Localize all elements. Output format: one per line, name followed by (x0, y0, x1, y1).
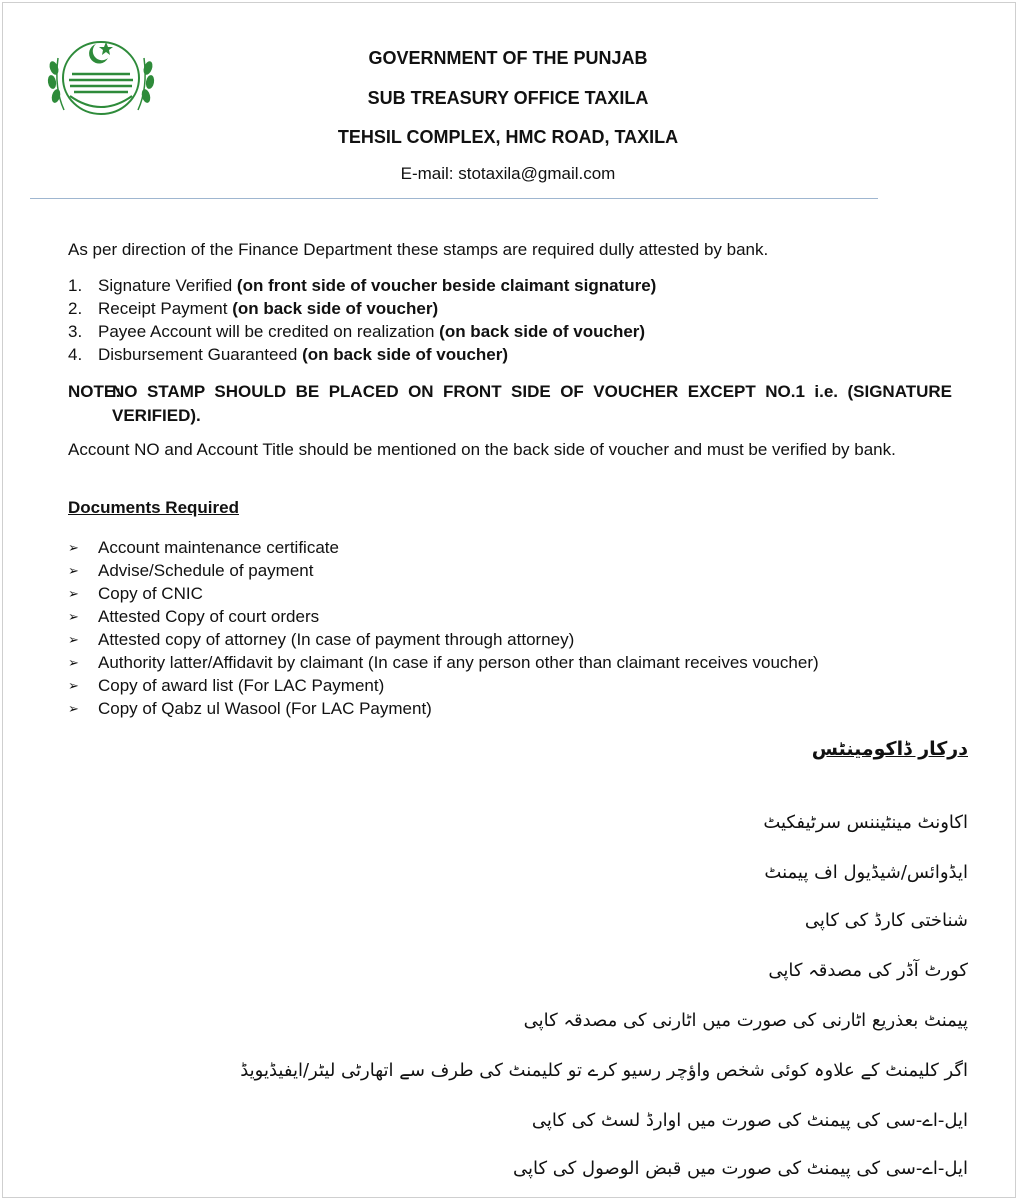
stamp-number: 2. (68, 299, 83, 318)
document-text: Advise/Schedule of payment (98, 561, 314, 580)
urdu-heading: درکار ڈاکومینٹس (811, 738, 968, 760)
urdu-item: شناختی کارڈ کی کاپی (804, 910, 968, 931)
urdu-item: اگر کلیمنٹ کے علاوہ کوئی شخص واؤچر رسیو کرے تو کلیمنٹ کی طرف سے اتھارٹی لیٹر/ایفیڈیویڈ (240, 1060, 968, 1081)
arrow-bullet-icon: ➢ (68, 678, 79, 693)
stamp-number: 1. (68, 276, 83, 295)
arrow-bullet-icon: ➢ (68, 609, 79, 624)
document-item (68, 582, 819, 605)
stamp-item (68, 274, 952, 297)
stamp-number: 3. (68, 322, 83, 341)
document-text: Copy of CNIC (98, 584, 203, 603)
documents-list (68, 536, 819, 720)
urdu-item: پیمنٹ بعذریع اٹارنی کی صورت میں اٹارنی کی مصدقہ کاپی (523, 1010, 968, 1031)
urdu-item: ایڈوائس/شیڈیول اف پیمنٹ (764, 862, 968, 883)
stamp-location: (on back side of voucher) (439, 322, 646, 341)
stamp-text: Disbursement Guaranteed (98, 345, 303, 364)
document-item (68, 697, 819, 720)
document-item (68, 628, 819, 651)
account-paragraph: Account NO and Account Title should be mentioned on the back side of voucher and must be verified by bank. (68, 440, 896, 459)
arrow-bullet-icon: ➢ (68, 632, 79, 647)
header-divider (30, 198, 878, 199)
urdu-item: ایل-اے-سی کی پیمنٹ کی صورت میں اوارڈ لسٹ کی کاپی (531, 1110, 968, 1131)
stamp-item (68, 343, 952, 366)
documents-heading: Documents Required (68, 498, 239, 517)
arrow-bullet-icon: ➢ (68, 563, 79, 578)
stamp-text: Signature Verified (98, 276, 237, 295)
document-text: Account maintenance certificate (98, 538, 339, 557)
arrow-bullet-icon: ➢ (68, 540, 79, 555)
urdu-item: کورٹ آڈر کی مصدقہ کاپی (768, 960, 968, 981)
document-text: Attested copy of attorney (In case of payment through attorney) (98, 630, 575, 649)
document-text: Copy of award list (For LAC Payment) (98, 676, 385, 695)
document-item (68, 674, 819, 697)
note-block (68, 380, 952, 428)
stamp-location: (on back side of voucher) (232, 299, 439, 318)
document-text: Copy of Qabz ul Wasool (For LAC Payment) (98, 699, 432, 718)
note-label: NOTE: (68, 382, 121, 401)
document-text: Attested Copy of court orders (98, 607, 320, 626)
document-item (68, 605, 819, 628)
stamp-list (68, 274, 952, 366)
header-address: TEHSIL COMPLEX, HMC ROAD, TAXILA (337, 127, 679, 147)
stamp-number: 4. (68, 345, 83, 364)
intro-paragraph: As per direction of the Finance Department these stamps are required dully attested by bank. (68, 240, 769, 259)
urdu-item: اکاونٹ مینٹیننس سرٹیفکیٹ (763, 812, 968, 833)
header-email: E-mail: stotaxila@gmail.com (400, 164, 616, 183)
stamp-item (68, 297, 952, 320)
arrow-bullet-icon: ➢ (68, 701, 79, 716)
stamp-item (68, 320, 952, 343)
document-item (68, 651, 819, 674)
document-item (68, 536, 819, 559)
document-text: Authority latter/Affidavit by claimant (In case if any person other than claimant receives voucher) (98, 653, 819, 672)
stamp-location: (on back side of voucher) (302, 345, 509, 364)
document-item (68, 559, 819, 582)
stamp-location: (on front side of voucher beside claimant signature) (236, 276, 657, 295)
stamp-text: Payee Account will be credited on realization (98, 322, 440, 341)
arrow-bullet-icon: ➢ (68, 586, 79, 601)
note-text: NO STAMP SHOULD BE PLACED ON FRONT SIDE OF VOUCHER EXCEPT NO.1 i.e. (SIGNATURE VERIFIED). (112, 382, 952, 425)
arrow-bullet-icon: ➢ (68, 655, 79, 670)
urdu-item: ایل-اے-سی کی پیمنٹ کی صورت میں قبض الوصول کی کاپی (512, 1158, 968, 1179)
stamp-text: Receipt Payment (98, 299, 233, 318)
header-government: GOVERNMENT OF THE PUNJAB (368, 48, 648, 68)
punjab-government-seal-icon (40, 28, 162, 128)
header-office: SUB TREASURY OFFICE TAXILA (367, 88, 649, 108)
